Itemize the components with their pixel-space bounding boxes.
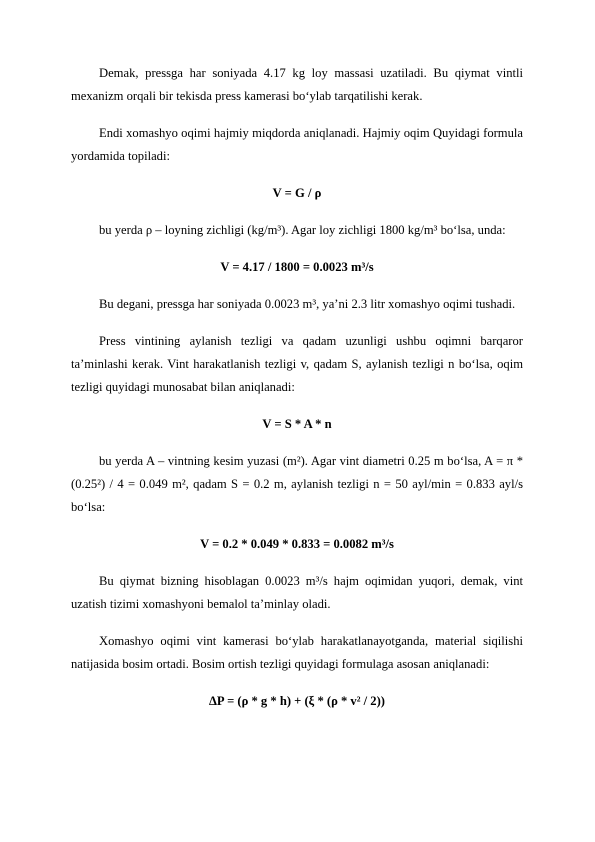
formula-pressure: ΔP = (ρ * g * h) + (ξ * (ρ * v² / 2)) xyxy=(209,694,385,708)
document-page xyxy=(71,62,523,727)
paragraph-density-definition: bu yerda ρ – loyning zichligi (kg/m³). Agar loy zichligi 1800 kg/m³ bo‘lsa, unda: xyxy=(99,223,506,237)
paragraph-screw-parameters: bu yerda A – vintning kesim yuzasi (m²). Agar vint diametri 0.25 m bo‘lsa, A = π * (0.25²) / 4 = 0.049 m², qadam S = 0.2 m, aylanish tezligi n = 50 ayl/min = 0.833 ayl/s bo‘lsa: xyxy=(71,454,523,514)
paragraph-capacity-comparison: Bu qiymat bizning hisoblagan 0.0023 m³/s hajm oqimidan yuqori, demak, vint uzatish tizimi xomashyoni bemalol ta’minlay oladi. xyxy=(71,574,523,611)
paragraph-volume-flow-intro: Endi xomashyo oqimi hajmiy miqdorda aniqlanadi. Hajmiy oqim Quyidagi formula yordamida topiladi: xyxy=(71,126,523,163)
formula-screw-flow-calculation: V = 0.2 * 0.049 * 0.833 = 0.0082 m³/s xyxy=(200,537,394,551)
formula-screw-flow: V = S * A * n xyxy=(262,417,332,431)
paragraph-pressure-increase: Xomashyo oqimi vint kamerasi bo‘ylab harakatlanayotganda, material siqilishi natijasida bosim ortadi. Bosim ortish tezligi quyidagi formulaga asosan aniqlanadi: xyxy=(71,634,523,671)
formula-volume-flow: V = G / ρ xyxy=(272,186,322,200)
paragraph-press-mass: Demak, pressga har soniyada 4.17 kg loy massasi uzatiladi. Bu qiymat vintli mexanizm orqali bir tekisda press kamerasi bo‘ylab tarqatilishi kerak. xyxy=(71,66,523,103)
paragraph-volume-flow-meaning: Bu degani, pressga har soniyada 0.0023 m³, ya’ni 2.3 litr xomashyo oqimi tushadi. xyxy=(99,297,516,311)
paragraph-screw-speed: Press vintining aylanish tezligi va qadam uzunligi ushbu oqimni barqaror ta’minlashi kerak. Vint harakatlanish tezligi v, qadam S, aylanish tezligi n bo‘lsa, oqim tezligi quyidagi munosabat bilan aniqlanadi: xyxy=(71,334,523,394)
formula-volume-flow-calculation: V = 4.17 / 1800 = 0.0023 m³/s xyxy=(220,260,374,274)
